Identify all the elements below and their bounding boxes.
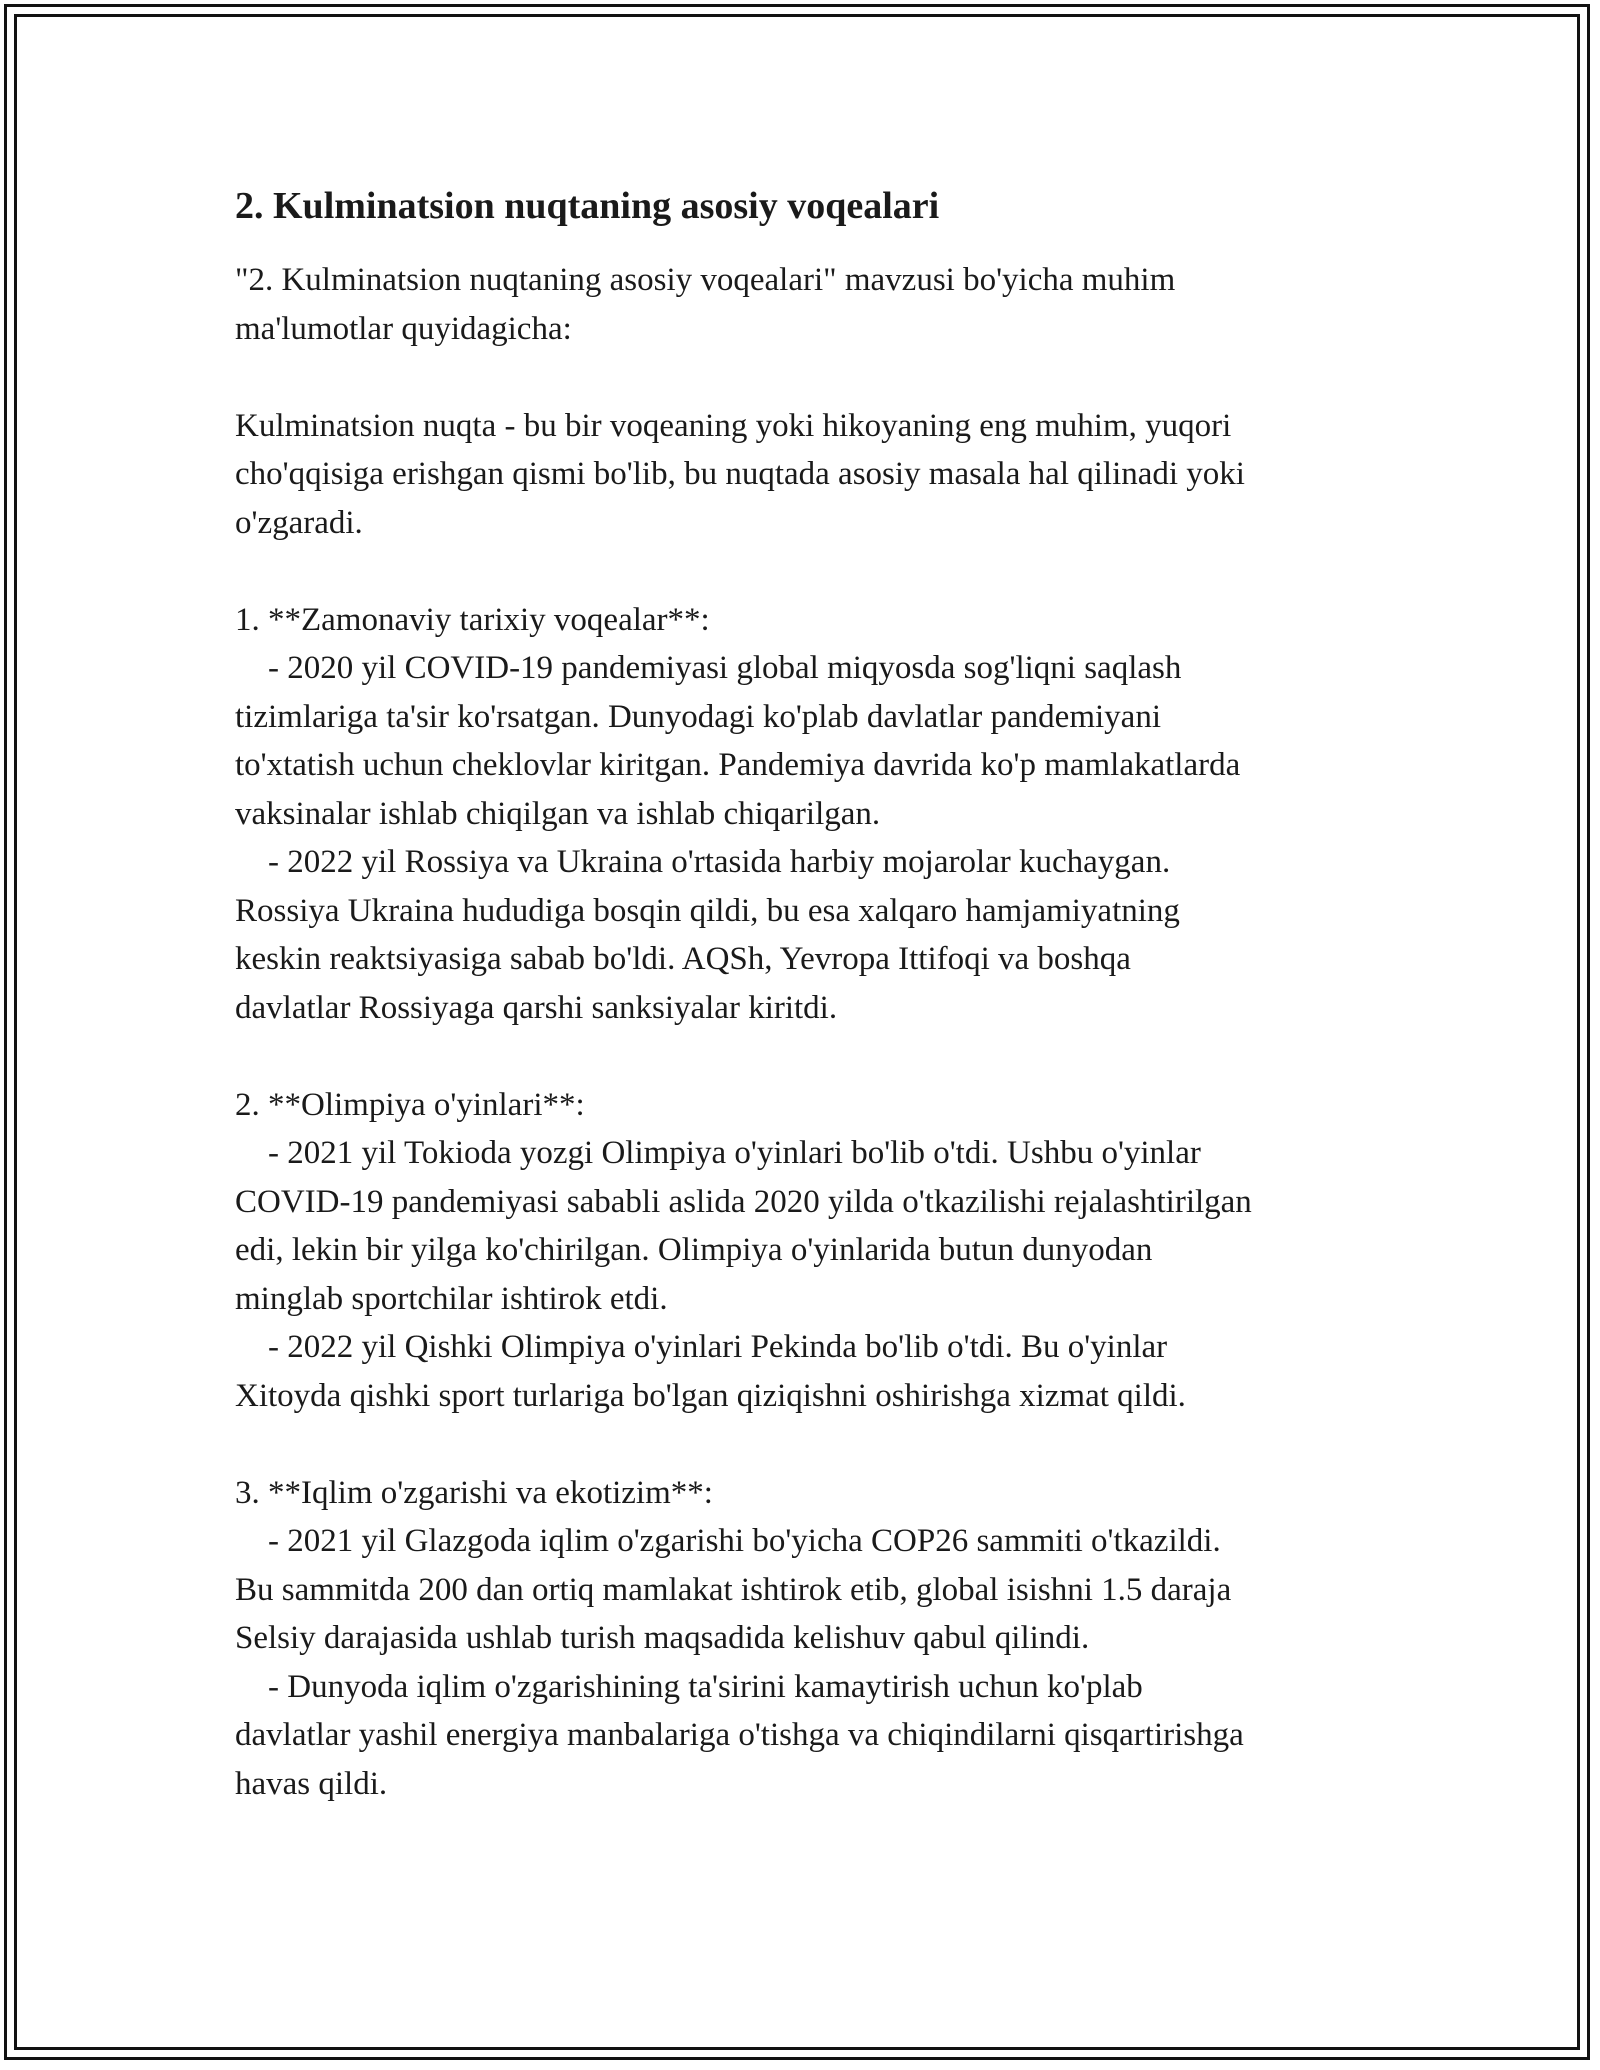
- section-heading: 1. **Zamonaviy tarixiy voqealar**:: [235, 601, 710, 638]
- list-item: - 2020 yil COVID-19 pandemiyasi global miqyosda sog'liqni saqlash tizimlariga ta'sir ko'rsatgan. Dunyodagi ko'plab davlatlar pandemiyani to'xtatish uchun cheklovlar kiritgan. Pandemiya davrida ko'p mamlakatlarda vaksinalar ishlab chiqilgan va ishlab chiqarilgan.: [235, 650, 1241, 832]
- section-modern-history: [235, 596, 1385, 1033]
- paragraph-gap: [235, 1420, 1385, 1469]
- section-heading: 2. **Olimpiya o'yinlari**:: [235, 1086, 585, 1123]
- section-climate: [235, 1469, 1385, 1809]
- paragraph-gap: [235, 1032, 1385, 1081]
- list-item: - 2021 yil Glazgoda iqlim o'zgarishi bo'yicha COP26 sammiti o'tkazildi. Bu sammitda 200 dan ortiq mamlakat ishtirok etib, global isishni 1.5 daraja Selsiy darajasida ushlab turish maqsadida kelishuv qabul qilindi.: [235, 1523, 1232, 1656]
- page-title: 2. Kulminatsion nuqtaning asosiy voqealari: [235, 185, 940, 227]
- section-heading: 3. **Iqlim o'zgarishi va ekotizim**:: [235, 1474, 713, 1511]
- paragraph-gap: [235, 547, 1385, 596]
- paragraph-gap: [235, 353, 1385, 402]
- list-item: - 2021 yil Tokioda yozgi Olimpiya o'yinlari bo'lib o'tdi. Ushbu o'yinlar COVID-19 pandemiyasi sababli aslida 2020 yilda o'tkazilishi rejalashtirilgan edi, lekin bir yilga ko'chirilgan. Olimpiya o'yinlarida butun dunyodan minglab sportchilar ishtirok etdi.: [235, 1135, 1252, 1317]
- intro-paragraph: "2. Kulminatsion nuqtaning asosiy voqealari" mavzusi bo'yicha muhim ma'lumotlar quyidagicha:: [235, 262, 1176, 347]
- document-body: [235, 180, 1385, 1808]
- list-item: - 2022 yil Qishki Olimpiya o'yinlari Pekinda bo'lib o'tdi. Bu o'yinlar Xitoyda qishki sport turlariga bo'lgan qiziqishni oshirishga xizmat qildi.: [235, 1329, 1186, 1414]
- list-item: - 2022 yil Rossiya va Ukraina o'rtasida harbiy mojarolar kuchaygan. Rossiya Ukraina hududiga bosqin qildi, bu esa xalqaro hamjamiyatning keskin reaktsiyasiga sabab bo'ldi. AQSh, Yevropa Ittifoqi va boshqa davlatlar Rossiyaga qarshi sanksiyalar kiritdi.: [235, 844, 1180, 1026]
- list-item: - Dunyoda iqlim o'zgarishining ta'sirini kamaytirish uchun ko'plab davlatlar yashil energiya manbalariga o'tishga va chiqindilarni qisqartirishga havas qildi.: [235, 1668, 1244, 1802]
- section-olympics: [235, 1081, 1385, 1421]
- definition-paragraph: Kulminatsion nuqta - bu bir voqeaning yoki hikoyaning eng muhim, yuqori cho'qqisiga erishgan qismi bo'lib, bu nuqtada asosiy masala hal qilinadi yoki o'zgaradi.: [235, 407, 1245, 541]
